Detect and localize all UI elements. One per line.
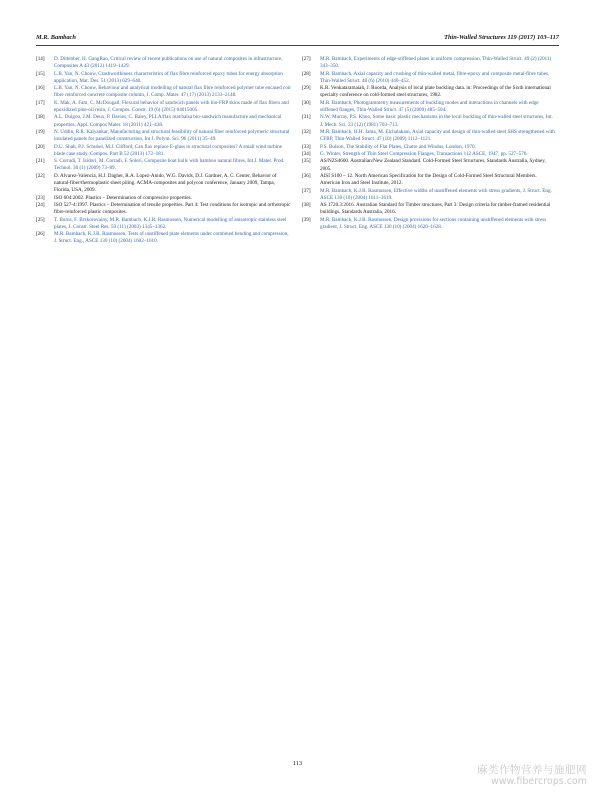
reference-text[interactable]: K. Mak, A. Fam, C. McDougall, Flexural behavior of sandwich panels with bio-FRP skins made of flax fibers and epoxidized pine-oil resin, J. Compos. Constr. 19 (6) (2015) 04015005. [54, 99, 289, 113]
reference-text: AS/NZS4600. Australian/New Zealand Standard. Cold-Formed Steel Structures, Standards Australia, Sydney, 2005. [320, 158, 546, 172]
reference-item[interactable] [36, 85, 291, 99]
reference-number: [39] [302, 216, 311, 223]
reference-item[interactable] [302, 56, 557, 70]
reference-text[interactable]: T. Burns, F. Brzkorovainy, M.R. Bambach, K.J.R. Rasmussen, Numerical modelling of anisotropic stainless steel plates, J. Constr. Steel Res. 59 (11) (2003) 1345–1362. [54, 216, 287, 230]
reference-text[interactable]: L.B. Yan, N. Chouw, Behaviour and analytical modelling of natural flax fibre reinforced polymer tube encased coir fibre reinforced concrete composite column, J. Comp. Mater. 47 (17) (2013) 2133–2148. [54, 85, 291, 99]
reference-number: [25] [36, 216, 45, 223]
reference-text: D. Alvarez-Valencia, H.J. Dagher, R.A. Lopez-Anido, W.G. Davids, D.J. Gardner, A. C. Center, Behavior of natural-fiber/thermoplastic sheet piling. ACMA-composites and polycon conference, January 2009, Tampa, Florida, USA, 2009. [54, 172, 277, 194]
watermark-url: www.fibercrops.com [490, 776, 587, 787]
reference-number: [33] [302, 143, 311, 150]
reference-number: [24] [36, 201, 45, 208]
reference-number: [17] [36, 99, 45, 106]
reference-number: [20] [36, 143, 45, 150]
reference-number: [35] [302, 158, 311, 165]
reference-text[interactable]: M.R. Bambach, H.H. Jama, M. Elchalakani, Axial capacity and design of thin-walled steel SHS strengthened with CFRP, Thin-Walled Struct. 47 (10) (2009) 1112–1121. [320, 128, 555, 143]
header-rule [36, 45, 559, 46]
reference-text: ISO 527-4:1997. Plastics – Determination of tensile properties. Part 4: Test conditions for isotropic and orthotropic fibre-reinforced plastic composites. [54, 201, 291, 216]
page-number: 113 [292, 760, 303, 767]
reference-number: [32] [302, 128, 311, 135]
reference-item [302, 173, 557, 187]
reference-text: K.R. Venkataramaiah, J. Roorda, Analysis of local plate buckling data. in: Proceedings of the Sixth international specialty conference on cold-formed steel structures, 1982. [320, 85, 551, 99]
reference-text[interactable]: N. Uddin, R.R. Kalyankar, Manufacturing and structural feasibility of natural fiber reinforced polymeric structural insulated panels for panelized construction, Int J. Polym. Sci. 96 (2011) 35–49. [54, 128, 290, 143]
reference-item[interactable] [36, 71, 291, 85]
reference-number: [15] [36, 70, 45, 77]
reference-item[interactable] [36, 217, 291, 231]
reference-item[interactable] [36, 158, 291, 172]
reference-number: [28] [302, 70, 311, 77]
reference-item[interactable] [302, 188, 557, 202]
reference-number: [23] [36, 194, 45, 201]
reference-number: [38] [302, 202, 311, 209]
watermark-title: 麻类作物营养与施肥网 [477, 764, 587, 776]
reference-item[interactable] [302, 151, 557, 158]
running-header-author: M.R. Bambach [36, 34, 76, 41]
reference-number: [27] [302, 56, 311, 62]
reference-number: [36] [302, 172, 311, 179]
reference-item[interactable] [36, 231, 291, 245]
reference-item [36, 202, 291, 216]
reference-number: [30] [302, 99, 311, 106]
reference-number: [16] [36, 85, 45, 92]
references-right-column [302, 56, 557, 231]
reference-item [302, 85, 557, 99]
reference-item[interactable] [302, 217, 557, 231]
reference-text[interactable]: G. Winter, Strength of Thin Steel Compression Flanges, Transactions 112 ASCE, 1947, pp. 527–576. [320, 150, 528, 157]
reference-number: [37] [302, 187, 311, 194]
reference-text[interactable]: D. Dittenber, H. GangRao, Critical review of recent publications on use of natural composites in infrastructure, Composites A 43 (2012) 1419–1429. [54, 56, 283, 70]
reference-item [36, 173, 291, 195]
reference-item[interactable] [36, 114, 291, 128]
reference-number: [21] [36, 158, 45, 165]
reference-text[interactable]: M.R. Bambach, Photogrammetry measurements of buckling modes and interactions in channels with edge stiffened flanges, Thin-Walled Struct. 47 (5) (2009) 485–504. [320, 99, 539, 113]
reference-text[interactable]: M.R. Bambach, Axial capacity and crushing of thin-walled metal, fibre-epoxy and composite metal-fibre tubes, Thin-Walled Struct. 48 (6) (2010) 440–452. [320, 70, 550, 84]
reference-item [302, 158, 557, 172]
reference-text[interactable]: M.R. Bambach, K.J.R. Rasmussen, Tests of unstiffened plate elements under combined bending and compression, J. Struct. Eng., ASCE 130 (10) (2004) 1602–1610. [54, 231, 289, 245]
reference-item[interactable] [36, 100, 291, 114]
reference-number: [14] [36, 56, 45, 62]
reference-item[interactable] [302, 144, 557, 151]
reference-number: [29] [302, 85, 311, 92]
reference-item[interactable] [36, 129, 291, 143]
reference-text[interactable]: P.S. Bulson, The Stability of Flat Plates, Chatto and Windus, London, 1970. [320, 143, 476, 150]
watermark [477, 764, 587, 788]
reference-text[interactable]: N.W. Murray, P.S. Khoo, Some basic plastic mechanisms in the local buckling of thin-walled steel structures, Int. J. Mech. Sci. 23 (12) (1981) 703–713. [320, 114, 553, 128]
reference-text[interactable]: M.R. Bambach, K.J.R. Rasmussen, Design provisions for sections containing unstiffened elements with stress gradient, J. Struct. Eng. ASCE 130 (10) (2004) 1620–1628. [320, 216, 547, 230]
reference-text: AS 1720.3:2016. Australian Standard for Timber structures, Part 3: Design criteria for timber-framed residential buildings. Standards Australia, 2016. [320, 202, 551, 216]
reference-item [302, 202, 557, 216]
reference-number: [31] [302, 114, 311, 121]
reference-text[interactable]: D.U. Shah, P.J. Schubel, M.J. Clifford, Can flax replace E-glass in structural composites? A small wind turbine blade case study, Compos. Part B 52 (2013) 172–181. [54, 143, 282, 157]
reference-item [36, 195, 291, 202]
reference-item[interactable] [302, 114, 557, 128]
reference-text[interactable]: S. Corradi, T. Isidori, M. Corradi, F. Soleri, Composite boat hulls with bamboo natural fibres, Int J. Mater. Prod. Technol. 36 (1) (2009) 73–89. [54, 158, 285, 172]
reference-number: [18] [36, 114, 45, 121]
reference-item[interactable] [36, 144, 291, 158]
reference-item[interactable] [302, 71, 557, 85]
reference-text[interactable]: L.B. Yan, N. Chouw, Crashworthiness characteristics of flax fibre reinforced epoxy tubes for energy absorption application, Mat. Des. 51 (2013) 629–640. [54, 70, 283, 84]
reference-item[interactable] [302, 129, 557, 143]
reference-number: [19] [36, 128, 45, 135]
reference-number: [34] [302, 150, 311, 157]
reference-text: AISI S100 – 12. North American Specification for the Design of Cold-Formed Steel Structural Members. American Iron and Steel Institute, 2012. [320, 172, 537, 187]
reference-text[interactable]: M.R. Bambach, K.J.R. Rasmussen, Effective widths of unstiffened elements with stress gradients, J. Struct. Eng. ASCE 130 (10) (2004) 1611–1619. [320, 187, 552, 201]
reference-number: [26] [36, 231, 45, 238]
reference-number: [22] [36, 172, 45, 179]
reference-text[interactable]: A.L. Duigou, J.M. Deux, P. Davies, C. Baley, PLLA/flax mat/balsa bio-sandwich manufacture and mechanical properties, Appl. Compos Mater. 18 (2011) 421–438. [54, 114, 282, 128]
reference-item[interactable] [36, 56, 291, 70]
references-left-column [36, 56, 291, 246]
reference-text: ISO 604:2002. Plastics – Determination of compressive properties. [54, 194, 192, 201]
running-header-journal: Thin-Walled Structures 119 (2017) 103–117 [444, 34, 559, 41]
reference-item[interactable] [302, 100, 557, 114]
reference-text[interactable]: M.R. Bambach, Experiments of edge-stiffened plates in uniform compression, Thin-Walled Struct. 49 (2) (2011) 343–350. [320, 56, 552, 70]
